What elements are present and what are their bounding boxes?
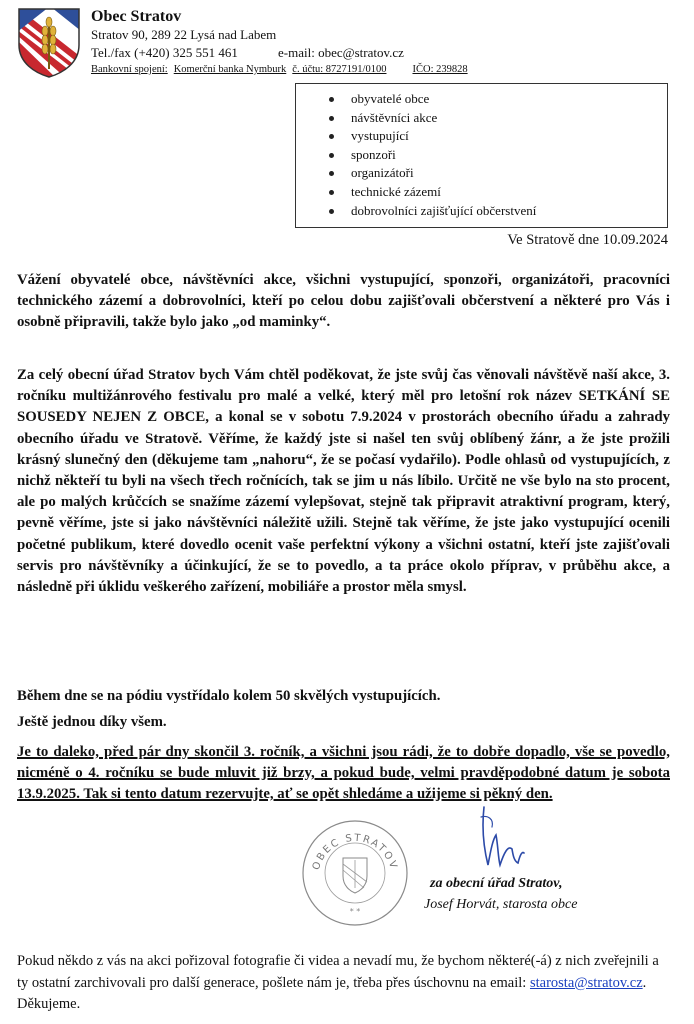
signature-line-office: za obecní úřad Stratov, [430, 876, 563, 891]
list-item: sponzoři [351, 146, 667, 165]
thanks-again-paragraph: Ještě jednou díky všem. [17, 714, 167, 730]
bank-details [91, 64, 468, 75]
telfax-line: Tel./fax (+420) 325 551 461 [91, 45, 238, 60]
header-email[interactable]: e-mail: obec@stratov.cz [278, 45, 404, 60]
recipients-box [295, 83, 668, 228]
list-item: obyvatelé obce [351, 90, 667, 109]
list-item: technické zázemí [351, 183, 667, 202]
greeting-paragraph: Vážení obyvatelé obce, návštěvníci akce, všichni vystupující, sponzoři, organizátoři, pracovníci technického zázemí a dobrovolníci, kteří po celou dobu zajišťovali občerstvení a některé pro Vás i osobně připravili, takže bylo jako „od maminky“. [17, 272, 670, 331]
performers-paragraph: Během dne se na pódiu vystřídalo kolem 50 skvělých vystupujících. [17, 688, 441, 704]
footer-text: Pokud někdo z vás na akci pořizoval fotografie či videa a nevadí mu, že bychom některé(-á) z nich zveřejnili a ty ostatní zarchivovali pro další generace, pošlete nám je, třeba přes úschovnu na email: [17, 953, 659, 991]
bank-account: č. účtu: 8727191/0100 [292, 64, 387, 75]
mayor-email-link[interactable]: starosta@stratov.cz [529, 974, 643, 991]
list-item: vystupující [351, 127, 667, 146]
bank-label: Bankovní spojení: [91, 64, 168, 75]
stamp-text: OBEC STRATOV [310, 832, 400, 872]
handwritten-signature [478, 805, 528, 875]
footer-thanks: . Děkujeme. [17, 974, 647, 1012]
next-year-paragraph: Je to daleko, před pár dny skončil 3. ročník, a všichni jsou rádi, že to dobře dopadlo, vše se povedlo, nicméně o 4. ročníku se bude mluvit již brzy, a pokud bude, velmi pravděpodobné datum je sobota 13.9.2025. Tak si tento datum rezervujte, ať se opět shledáme a užijeme si pěkný den. [17, 744, 670, 803]
official-stamp [300, 818, 410, 928]
municipal-crest-icon [17, 7, 81, 79]
thanks-paragraph: Za celý obecní úřad Stratov bych Vám chtěl poděkovat, že jste svůj čas věnovali návštěvě naší akce, 3. ročníku multižánrového festivalu pro malé a velké, který měl pro letošní rok název SETKÁNÍ SE SOUSEDY NEJEN Z OBCE, a konal se v sobotu 7.9.2024 v prostorách obecního úřadu a zahrady obecního úřadu ve Stratově. Věříme, že každý jste si našel ten svůj oblíbený žánr, a že jste prožili krásný slunečný den (děkujeme tam „nahoru“, že se počasí vydařilo). Podle ohlasů od vystupujících, z nichž někteří tu byli na všech třech ročnících, tak se jim u nás líbilo. Určitě ne vše bylo na sto procent, ale po malých krůčcích se snažíme zázemí vylepšovat, stejně tak připravit atraktivní program, který, pevně věříme, jste si jako návštěvníci náležitě užili. Stejně tak věříme, že jste jako vystupující ocenili početné publikum, které dovedlo ocenit vaše perfektní výkony a všichni ostatní, kteří jste zajišťovali servis pro návštěvníky a účinkující, že se to povedlo, a ta práce okolo příprav, v průběhu akce, a následně při úklidu veškerého zařízení, mobiliáře a prostor měla smysl. [17, 367, 670, 596]
signature-line-name: Josef Horvát, starosta obce [424, 897, 578, 912]
recipients-list [296, 84, 667, 220]
municipality-name: Obec Stratov [91, 8, 182, 25]
svg-text:* *: * * [349, 907, 361, 916]
list-item: organizátoři [351, 164, 667, 183]
footer-note [17, 951, 670, 1016]
municipality-address: Stratov 90, 289 22 Lysá nad Labem [91, 27, 277, 42]
list-item: návštěvníci akce [351, 109, 667, 128]
letter-date: Ve Stratově dne 10.09.2024 [507, 232, 668, 248]
company-id: IČO: 239828 [412, 64, 468, 75]
list-item: dobrovolníci zajišťující občerstvení [351, 202, 667, 221]
bank-name: Komerční banka Nymburk [173, 64, 287, 75]
